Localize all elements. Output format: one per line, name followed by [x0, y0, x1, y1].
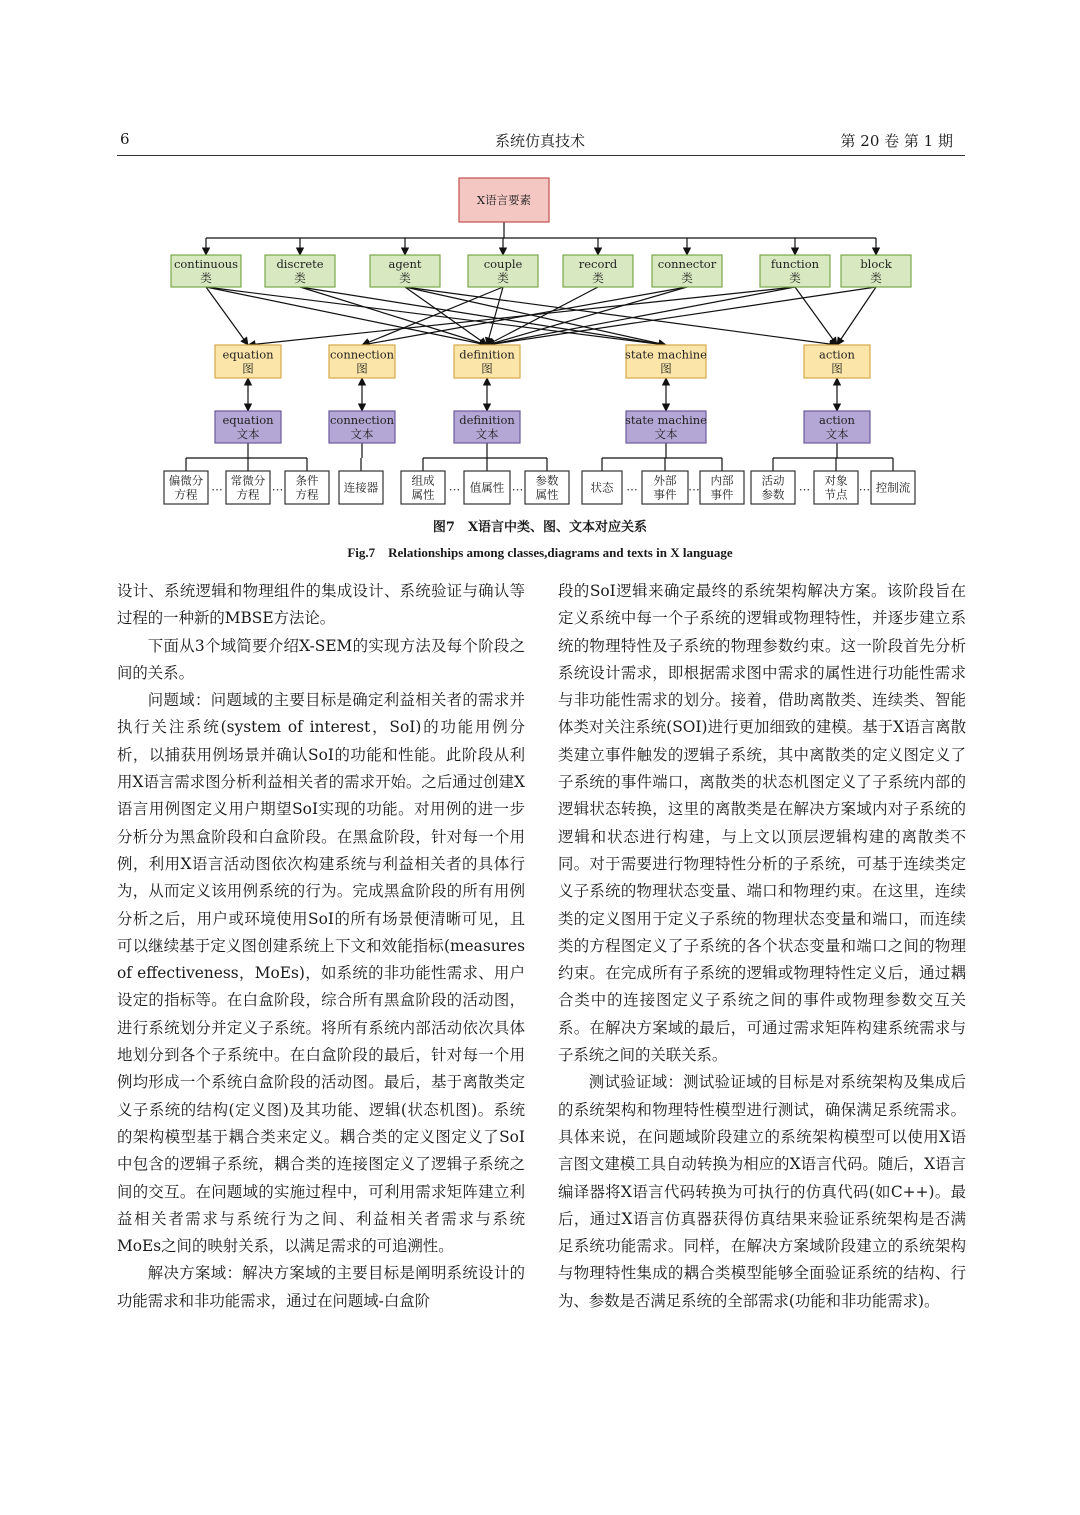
node-label: connector: [657, 257, 717, 271]
ellipsis-mark: …: [211, 479, 223, 494]
body-column-left: [117, 578, 525, 1315]
paragraph: 问题域：问题域的主要目标是确定利益相关者的需求并执行关注系统(system of interest，SoI)的功能用例分析，以捕获用例场景并确认SoI的功能和性能。此阶段从利用X语言需求图分析利益相关者的需求开始。之后通过创建X语言用例图定义用户期望SoI实现的功能。对用例的进一步分析分为黑盒阶段和白盒阶段。在黑盒阶段，针对每一个用例，利用X语言活动图依次构建系统与利益相关者的具体行为，从而定义该用例系统的行为。完成黑盒阶段的所有用例分析之后，用户或环境使用SoI的所有场景便清晰可见，且可以继续基于定义图创建系统上下文和效能指标(measures of effectiveness，MoEs)，如系统的非功能性需求、用户设定的指标等。在白盒阶段，综合所有黑盒阶段的活动图，进行系统划分并定义子系统。将所有系统内部活动依次具体地划分到各个子系统中。在白盒阶段的最后，针对每一个用例均形成一个系统白盒阶段的活动图。最后，基于离散类定义子系统的结构(定义图)及其功能、逻辑(状态机图)。系统的架构模型基于耦合类来定义。耦合类的定义图定义了SoI中包含的逻辑子系统，耦合类的连接图定义了逻辑子系统之间的交互。在问题域的实施过程中，可利用需求矩阵建立利益相关者需求与系统行为之间、利益相关者需求与系统MoEs之间的映射关系，以满足需求的可追溯性。: [117, 691, 525, 1256]
paragraph: 段的SoI逻辑来确定最终的系统架构解决方案。该阶段旨在定义系统中每一个子系统的逻辑或物理特性，并逐步建立系统的物理特性及子系统的物理参数约束。这一阶段首先分析系统设计需求，即根据需求图中需求的属性进行功能性需求与非功能性需求的划分。接着，借助离散类、连续类、智能体类对关注系统(SOI)进行更加细致的建模。基于X语言离散类建立事件触发的逻辑子系统，其中离散类的定义图定义了子系统的事件端口，离散类的状态机图定义了子系统内部的逻辑状态转换，这里的离散类是在解决方案域内对子系统的逻辑和状态进行构建，与上文以顶层逻辑构建的离散类不同。对于需要进行物理特性分析的子系统，可基于连续类定义子系统的物理状态变量、端口和物理约束。在这里，连续类的定义图用于定义子系统的物理状态变量和端口，而连续类的方程图定义了子系统的各个状态变量和端口之间的物理约束。在完成所有子系统的逻辑或物理特性定义后，通过耦合类中的连接图定义子系统之间的事件或物理参数交互关系。在解决方案域的最后，可通过需求矩阵构建系统需求与子系统之间的关联关系。: [558, 582, 966, 1065]
node-label: 方程: [236, 487, 260, 502]
node-label: 类: [592, 271, 604, 285]
leaf-node-7: [582, 471, 622, 504]
node-label: equation: [222, 413, 274, 427]
leaf-node-1: [226, 471, 270, 504]
diagram-node-state-machine: [625, 345, 707, 378]
paragraph: 测试验证域：测试验证域的目标是对系统架构及集成后的系统架构和物理特性模型进行测试，确保满足系统需求。具体来说，在问题域阶段建立的系统架构模型可以使用X语言图文建模工具自动转换为相应的X语言代码。随后，X语言编译器将X语言代码转换为可执行的仿真代码(如C++)。最后，通过X语言仿真器获得仿真结果来验证系统架构是否满足系统功能需求。同样，在解决方案域阶段建立的系统架构与物理特性集成的耦合类模型能够全面验证系统的结构、行为、参数是否满足系统的全部需求(功能和非功能需求)。: [558, 1073, 966, 1310]
class-to-diagram-arrow-7: [405, 287, 837, 345]
node-label: definition: [459, 347, 515, 362]
node-label: 方程: [295, 487, 319, 502]
node-label: 文本: [350, 427, 374, 441]
node-label: 对象: [824, 473, 848, 488]
node-label: connection: [329, 413, 395, 427]
node-label: 外部: [653, 473, 677, 488]
node-label: 类: [681, 271, 693, 285]
node-label: 事件: [653, 487, 677, 502]
node-label: agent: [388, 257, 422, 271]
class-node-continuous: [171, 255, 241, 287]
text-node-connection: [329, 411, 395, 443]
journal-title: 系统仿真技术: [494, 132, 585, 150]
class-node-record: [563, 255, 633, 287]
leaf-node-6: [525, 471, 569, 504]
node-label: connection: [329, 347, 395, 362]
node-label: 连接器: [343, 480, 379, 495]
ellipsis-mark: …: [511, 479, 524, 494]
text-node-definition: [454, 411, 520, 443]
issue-info: 第 20 卷 第 1 期: [840, 132, 953, 150]
node-label: continuous: [173, 257, 239, 271]
node-label: discrete: [276, 257, 324, 271]
ellipsis-mark: …: [271, 479, 284, 494]
root-node: [459, 178, 549, 222]
leaf-node-11: [814, 471, 858, 504]
class-node-discrete: [265, 255, 335, 287]
node-label: couple: [483, 257, 523, 271]
node-label: 常微分: [230, 473, 266, 488]
class-to-diagram-arrow-9: [487, 287, 503, 345]
node-label: 类: [399, 271, 411, 285]
node-label: 图: [831, 361, 843, 376]
diagram-node-connection: [329, 345, 395, 378]
node-label: 状态: [590, 480, 614, 495]
node-label: 类: [497, 271, 509, 285]
node-label: 文本: [475, 427, 499, 441]
leaf-node-8: [642, 471, 688, 504]
leaf-node-10: [751, 471, 795, 504]
node-label: 参数: [535, 473, 559, 488]
node-label: 控制流: [875, 480, 911, 495]
leaf-node-3: [339, 471, 383, 504]
node-label: 活动: [761, 473, 785, 488]
ellipsis-mark: …: [626, 479, 638, 494]
node-label: record: [578, 257, 618, 271]
node-label: 事件: [710, 487, 734, 502]
diagram-node-definition: [454, 345, 520, 378]
node-label: definition: [459, 413, 515, 427]
node-label: 参数: [761, 487, 785, 502]
diagram-node-action: [804, 345, 870, 378]
text-node-state-machine: [625, 411, 707, 443]
node-label: 图: [481, 361, 493, 376]
ellipsis-mark: …: [448, 479, 461, 494]
node-label: 类: [200, 271, 212, 285]
node-label: 值属性: [469, 480, 505, 495]
ellipsis-mark: …: [688, 479, 700, 494]
leaf-node-0: [164, 471, 208, 504]
leaf-node-4: [401, 471, 445, 504]
node-label: 图: [356, 361, 368, 376]
text-node-action: [804, 411, 870, 443]
leaf-node-2: [285, 471, 329, 504]
node-label: 方程: [174, 487, 198, 502]
node-label: function: [770, 257, 820, 271]
node-label: 文本: [654, 427, 678, 441]
paragraph: 设计、系统逻辑和物理组件的集成设计、系统验证与确认等过程的一种新的MBSE方法论。: [117, 582, 525, 628]
node-label: 文本: [236, 427, 260, 441]
class-node-couple: [468, 255, 538, 287]
leaf-node-9: [700, 471, 744, 504]
class-to-diagram-arrow-17: [837, 287, 876, 345]
node-label: X语言要素: [476, 193, 532, 207]
figure-caption-en: Fig.7 Relationships among classes,diagrams and texts in X language: [347, 545, 733, 560]
node-label: state machine: [625, 413, 707, 427]
node-label: block: [860, 257, 892, 271]
class-to-diagram-arrow-2: [206, 287, 666, 345]
class-node-function: [760, 255, 830, 287]
class-node-agent: [370, 255, 440, 287]
figure-7-diagram: [0, 0, 1080, 515]
node-label: 属性: [411, 487, 435, 502]
class-to-diagram-arrow-16: [487, 287, 876, 345]
node-label: 偏微分: [168, 473, 204, 488]
node-label: 类: [870, 271, 882, 285]
node-label: 类: [294, 271, 306, 285]
node-label: 组成: [411, 473, 435, 488]
node-label: 节点: [824, 487, 848, 502]
class-node-connector: [652, 255, 722, 287]
class-to-diagram-arrow-0: [206, 287, 248, 345]
figure-caption-cn: 图7 X语言中类、图、文本对应关系: [432, 520, 648, 535]
page-number: 6: [120, 130, 130, 148]
node-label: 图: [660, 361, 672, 376]
node-label: 属性: [535, 487, 559, 502]
body-column-right: [558, 578, 966, 1315]
ellipsis-mark: …: [858, 479, 871, 494]
ellipsis-mark: …: [798, 479, 811, 494]
node-label: action: [819, 347, 855, 362]
node-label: state machine: [625, 347, 707, 362]
text-node-equation: [215, 411, 281, 443]
node-label: equation: [222, 347, 274, 362]
node-label: action: [819, 413, 855, 427]
node-label: 内部: [710, 473, 734, 488]
paragraph: 下面从3个域简要介绍X-SEM的实现方法及每个阶段之间的关系。: [117, 636, 525, 682]
leaf-node-5: [464, 471, 510, 504]
paragraph: 解决方案域：解决方案域的主要目标是阐明系统设计的功能需求和非功能需求，通过在问题域-白盒阶: [117, 1264, 525, 1310]
leaf-node-12: [871, 471, 915, 504]
diagram-node-equation: [215, 345, 281, 378]
class-node-block: [841, 255, 911, 287]
node-label: 条件: [295, 473, 319, 488]
node-label: 类: [789, 271, 801, 285]
node-label: 图: [242, 361, 254, 376]
node-label: 文本: [825, 427, 849, 441]
